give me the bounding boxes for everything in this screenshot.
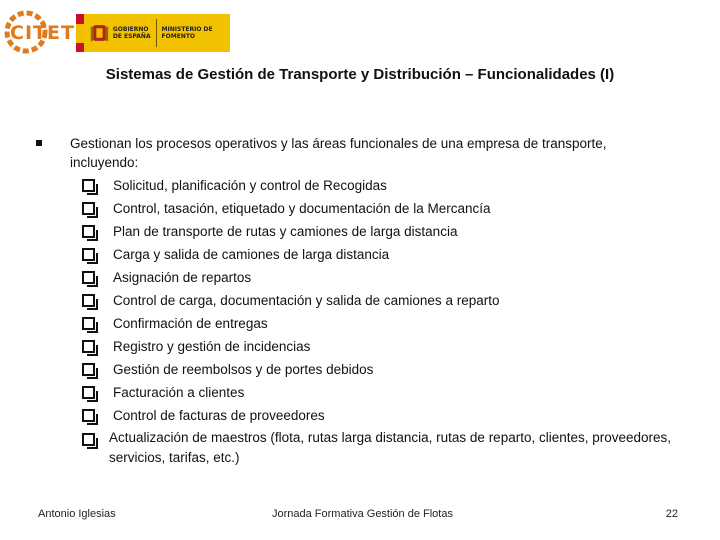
checkbox-bullet-icon (82, 409, 95, 422)
checkbox-bullet-icon (82, 340, 95, 353)
footer-event: Jornada Formativa Gestión de Flotas (272, 508, 453, 520)
intro-paragraph (36, 134, 676, 172)
checkbox-bullet-icon (82, 433, 95, 446)
list-item: Actualización de maestros (flota, rutas larga distancia, rutas de reparto, clientes, proveedores, servicios, tarifas, etc.) (80, 428, 676, 468)
page-number: 22 (665, 508, 678, 520)
list-item: Gestión de reembolsos y de portes debidos (80, 358, 676, 381)
list-item: Solicitud, planificación y control de Recogidas (80, 174, 676, 197)
checkbox-bullet-icon (82, 363, 95, 376)
logo-divider (156, 19, 157, 47)
checkbox-bullet-icon (82, 202, 95, 215)
checkbox-bullet-icon (82, 294, 95, 307)
list-item: Facturación a clientes (80, 381, 676, 404)
square-bullet-icon (36, 140, 42, 146)
citet-logo-text: CITET (10, 22, 75, 44)
checkbox-bullet-icon (82, 317, 95, 330)
coat-of-arms-icon (90, 19, 109, 47)
list-item: Asignación de repartos (80, 266, 676, 289)
list-item: Carga y salida de camiones de larga distancia (80, 243, 676, 266)
checkbox-bullet-icon (82, 271, 95, 284)
checkbox-bullet-icon (82, 225, 95, 238)
intro-text: Gestionan los procesos operativos y las áreas funcionales de una empresa de transporte, incluyendo: (70, 136, 607, 170)
checkbox-bullet-icon (82, 179, 95, 192)
slide-content (36, 134, 676, 468)
list-item: Registro y gestión de incidencias (80, 335, 676, 358)
list-item: Confirmación de entregas (80, 312, 676, 335)
spain-flag-icon (76, 14, 84, 52)
footer-author: Antonio Iglesias (38, 508, 116, 520)
list-item: Plan de transporte de rutas y camiones de larga distancia (80, 220, 676, 243)
list-item: Control de facturas de proveedores (80, 404, 676, 427)
checkbox-bullet-icon (82, 386, 95, 399)
gobierno-logo (76, 14, 230, 52)
list-item: Control, tasación, etiquetado y documentación de la Mercancía (80, 197, 676, 220)
checkbox-bullet-icon (82, 248, 95, 261)
gobierno-text: GOBIERNO DE ESPAÑA (112, 26, 151, 40)
functionality-list (36, 174, 676, 468)
slide-title: Sistemas de Gestión de Transporte y Distribución – Funcionalidades (I) (105, 66, 615, 83)
list-item: Control de carga, documentación y salida de camiones a reparto (80, 289, 676, 312)
ministerio-text: MINISTERIO DE FOMENTO (161, 26, 213, 40)
